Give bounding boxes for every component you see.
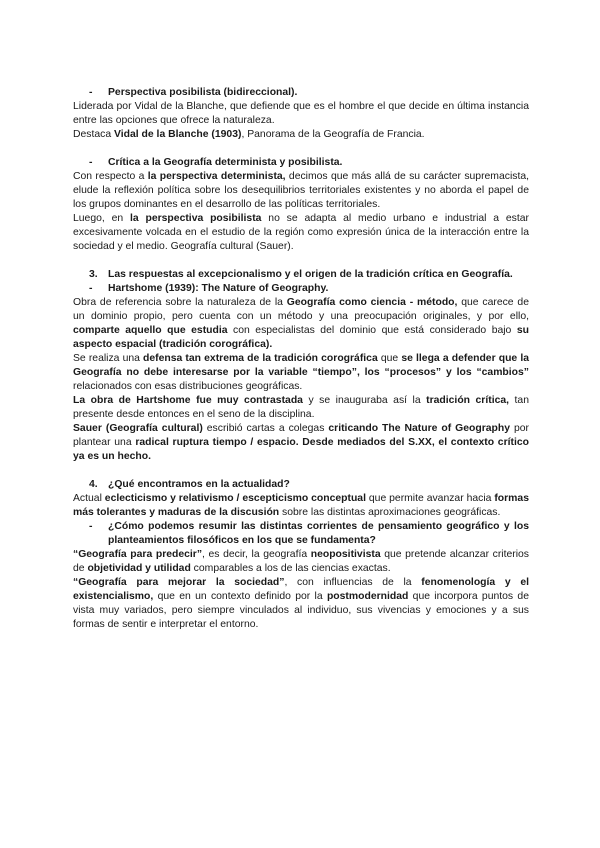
paragraph: Actual eclecticismo y relativismo / escepticismo conceptual que permite avanzar hacia formas más tolerantes y maduras de la discusión sobre las distintas aproximaciones geográficas.: [73, 493, 529, 518]
heading-text: Perspectiva posibilista (bidireccional).: [108, 87, 298, 98]
paragraph: Obra de referencia sobre la naturaleza de la Geografía como ciencia - método, que carece de un dominio propio, pero cuenta con un método y una preocupación originales, y por ello, comparte aquello que estudia con especialistas del dominio que está considerado bajo su aspecto espacial (tradición corográfica).: [73, 297, 529, 350]
heading-section-4: [89, 478, 529, 492]
heading-section-3: [89, 268, 529, 282]
paragraph: Se realiza una defensa tan extrema de la tradición corográfica que se llega a defender que la Geografía no debe interesarse por la variable “tiempo”, los “procesos” y los “cambios” relacionados con esas distribuciones geográficas.: [73, 353, 529, 392]
subheading-hartshome: [89, 282, 529, 296]
heading-text: ¿Qué encontramos en la actualidad?: [108, 479, 290, 490]
subheading-corrientes: [89, 520, 529, 548]
heading-text: Crítica a la Geografía determinista y posibilista.: [108, 157, 343, 168]
paragraph: Con respecto a la perspectiva determinista, decimos que más allá de su carácter supremacista, elude la reflexión política sobre los desequilibrios territoriales existentes y no aborda el papel de los grupos dominantes en el desarrollo de las políticas territoriales.: [73, 171, 529, 210]
bullet-dash: -: [89, 283, 93, 294]
heading-perspectiva-posibilista: [89, 86, 529, 100]
paragraph: Sauer (Geografía cultural) escribió cartas a colegas criticando The Nature of Geography por plantear una radical ruptura tiempo / espacio. Desde mediados del S.XX, el contexto crítico ya es un hecho.: [73, 423, 529, 462]
subheading-text: ¿Cómo podemos resumir las distintas corrientes de pensamiento geográfico y los planteamientos filosóficos en los que se fundamenta?: [108, 521, 529, 546]
section-number: 3.: [89, 269, 98, 280]
bullet-dash: -: [89, 521, 93, 532]
bullet-dash: -: [89, 157, 93, 168]
heading-text: Las respuestas al excepcionalismo y el origen de la tradición crítica en Geografía.: [108, 269, 513, 280]
paragraph: Luego, en la perspectiva posibilista no se adapta al medio urbano e industrial a estar excesivamente volcada en el estudio de la región como expresión única de la interacción entre la sociedad y el medio. Geografía cultural (Sauer).: [73, 213, 529, 252]
paragraph: Liderada por Vidal de la Blanche, que defiende que es el hombre el que decide en última instancia entre las opciones que ofrece la naturaleza.: [73, 101, 529, 126]
paragraph: “Geografía para mejorar la sociedad”, con influencias de la fenomenología y el existencialismo, que en un contexto definido por la postmodernidad que incorpora puntos de vista muy variados, pero siempre vinculados al individuo, sus vivencias y emociones y a sus formas de sentir e interpretar el entorno.: [73, 577, 529, 630]
section-number: 4.: [89, 479, 98, 490]
bullet-dash: -: [89, 87, 93, 98]
subheading-text: Hartshome (1939): The Nature of Geography.: [108, 283, 329, 294]
paragraph: La obra de Hartshome fue muy contrastada y se inauguraba así la tradición crítica, tan presente desde entonces en el seno de la disciplina.: [73, 395, 529, 420]
document-page: [73, 86, 529, 632]
heading-critica: [89, 156, 529, 170]
paragraph: “Geografía para predecir”, es decir, la geografía neopositivista que pretende alcanzar criterios de objetividad y utilidad comparables a los de las ciencias exactas.: [73, 549, 530, 574]
paragraph: Destaca Vidal de la Blanche (1903), Panorama de la Geografía de Francia.: [73, 129, 425, 140]
